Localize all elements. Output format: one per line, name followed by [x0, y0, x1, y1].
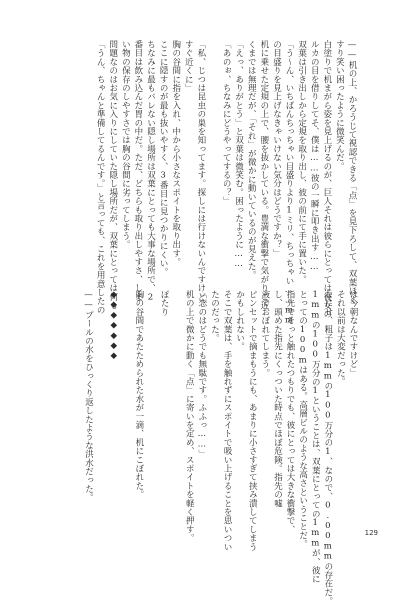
text-line: 胸の谷間に指を入れ、中から小さなスポイトを取り出す。: [170, 40, 181, 267]
text-line: 胸の谷間であたためられた水が一滴、机にこぼれた。: [133, 290, 144, 499]
text-line: 「恋のはどうでも無駄です。ふふっ……」: [196, 290, 207, 459]
text-line: かもしれない。: [234, 290, 245, 351]
text-line: ◆◆◆◆◆◆◆: [108, 290, 119, 362]
text-line: [170, 290, 183, 510]
text-line: たのだった。: [209, 290, 220, 343]
text-line: ——机の上、かろうじて視認できる「点」を見下ろして、双葉ほく: [347, 40, 357, 304]
text-line: すぐ近くに」: [183, 40, 194, 93]
text-line: ちなみに最もバレない隠し場所は双葉にとっても大事な場所で、2: [145, 40, 156, 303]
text-line: なにせ、粗子は1mmの100万分の1、なので、0.00mmの存在だ。: [322, 290, 333, 605]
text-line: くまでは無理だが、「それ」が微かに動いているのが見えた。: [246, 40, 257, 280]
page-number: 129: [364, 529, 378, 537]
text-line: 机に乗せた定規の上で、腰を抜かしている。豊満な衝撃で気がりこ近: [258, 40, 269, 310]
text-line: ぽたり: [159, 290, 170, 317]
text-line: 液でおぼれてしまう。: [259, 290, 270, 377]
text-line: そこで双葉は、手を触れずにスポイトで吸い上げることを思いつい: [222, 290, 233, 551]
text-line: ——プールの水をひっくり返したような洪水だった。: [83, 290, 94, 502]
lower-text-block: [82, 290, 359, 605]
text-line: 「私、じつは昆虫の巣を知ってます。探しには行けないんですけど、: [195, 40, 206, 310]
text-line: の目盛りを見上げなきゃいけない気分はどうですか？」: [271, 40, 282, 258]
text-line: 1mmの100万分の1ということは、双葉にとっての1mmが、彼に: [310, 290, 321, 584]
text-line: 白塗りで机まがら姿を見上げるのが、巨人それは彼らにとっては彼女の: [321, 40, 332, 319]
text-line: 「う〜ん、いちばんちっちゃい目盛りより1ミリ、ちっちゃい……mm: [284, 40, 295, 326]
text-line: [95, 290, 108, 510]
text-line: ピンセットで摘まもうにも、あまりに小さすぎて挟み潰してしまう: [247, 290, 258, 551]
text-line: は今朝なんですけど」: [348, 290, 358, 377]
text-line: ルカの目を借りしてそ、僕は……彼の一瞬に叩き出す……: [309, 40, 320, 273]
text-line: ここに隠すのが最も抜いやすく、3番目に見つかりにくい。: [158, 40, 169, 277]
text-line: すり笑い困ったように微笑んだ。: [334, 40, 345, 171]
text-line: 「うん、ちゃんと準備してるんです。」と言っても、これを用意したの: [95, 40, 106, 315]
text-line: [145, 290, 158, 510]
text-line: [207, 40, 220, 264]
text-line: 「えっ、ありがとう」と双葉は微笑む。困ったように……: [233, 40, 244, 270]
text-line: い物の保存のしやすさでは胸の谷間に劣ってしまう。: [120, 40, 131, 249]
text-line: とっての100mはある。高層ビルのような高さということだ。: [297, 290, 308, 549]
text-line: し、頭めた指先にくっついた時点でほぼ危険。指先の嘘: [272, 290, 283, 508]
text-line: 問題なのはお気に入りにしていた隠し場所だが、双葉にとっては何も: [107, 40, 118, 310]
text-line: 指先でそっと触れたつもりでも、彼にとっては大きな衝撃で、: [285, 290, 296, 534]
text-line: [120, 290, 133, 510]
text-line: それ以前は大変だった。: [335, 290, 346, 386]
text-line: 番目は飲み込んだ胃の中だ。ただ、どちらも取り出しやすさ、しま: [132, 40, 143, 301]
text-line: 双葉は引き出しから定規を取り出し、彼の前にて手に置いた。: [296, 40, 307, 284]
text-line: 「あのぉ、ちなみにどうやってするの？」: [221, 40, 232, 206]
text-line: 机の上で微かに動く「点」に寄いを定め、スポイトを軽く押す。: [184, 290, 195, 543]
